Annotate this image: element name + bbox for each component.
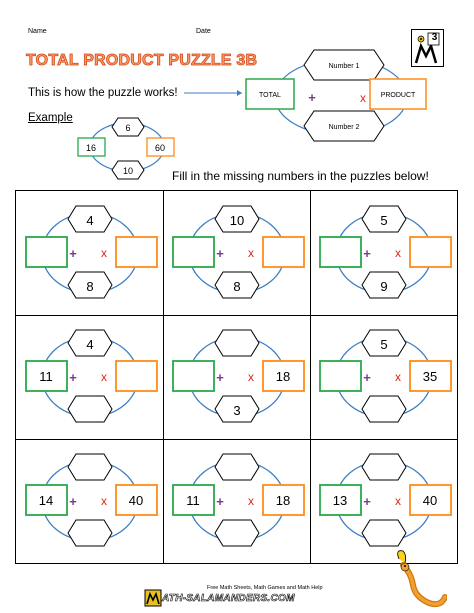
puzzle-total-box [320, 237, 361, 267]
example-total-value: 16 [85, 143, 97, 153]
puzzle-hexagon-top [215, 330, 259, 356]
puzzle-product-value: 40 [128, 493, 144, 508]
name-label: Name [28, 28, 47, 35]
puzzle-cell [163, 439, 310, 563]
how-it-works-text: This is how the puzzle works! [28, 87, 178, 99]
grade-number: 3 [431, 32, 438, 43]
puzzle-hexagon-bottom [362, 520, 406, 546]
puzzle-times-sign: x [101, 494, 107, 508]
puzzle-hexagon-bottom [362, 396, 406, 422]
puzzle-times-sign: x [248, 494, 254, 508]
date-label: Date [196, 28, 211, 35]
puzzle-hexagon-top [215, 454, 259, 480]
legend-number2-label: Number 2 [328, 124, 360, 131]
puzzle-plus-sign: + [216, 246, 224, 261]
puzzle-hexagon-bottom [68, 396, 112, 422]
footer-site-name: ATH-SALAMANDERS.COM [162, 593, 295, 604]
example-diagram [76, 112, 176, 182]
puzzle-cell [310, 191, 457, 315]
example-bottom-value: 10 [122, 166, 134, 176]
puzzle-times-sign: x [101, 370, 107, 384]
puzzle-times-sign: x [395, 246, 401, 260]
puzzle-product-box [116, 237, 157, 267]
legend-diagram [180, 40, 450, 158]
legend-number1-label: Number 1 [328, 63, 360, 70]
puzzle-total-box [173, 237, 214, 267]
instructions-text: Fill in the missing numbers in the puzzles below! [172, 169, 429, 183]
puzzle-top-value: 4 [86, 213, 94, 228]
puzzle-times-sign: x [395, 494, 401, 508]
puzzle-plus-sign: + [363, 494, 371, 509]
legend-times-sign: x [360, 91, 366, 105]
puzzle-bottom-value: 8 [233, 279, 241, 294]
puzzle-product-box [263, 237, 304, 267]
puzzle-hexagon-bottom [68, 520, 112, 546]
puzzle-hexagon-top [68, 454, 112, 480]
puzzle-bottom-value: 8 [86, 279, 94, 294]
page-title: TOTAL PRODUCT PUZZLE 3B [26, 52, 258, 69]
example-label: Example [28, 112, 73, 124]
puzzle-cell [310, 315, 457, 439]
puzzle-top-value: 5 [380, 337, 388, 352]
puzzle-cell [16, 439, 163, 563]
puzzle-product-value: 18 [275, 493, 291, 508]
puzzle-plus-sign: + [69, 370, 77, 385]
puzzle-product-value: 35 [422, 369, 438, 384]
puzzle-plus-sign: + [363, 246, 371, 261]
puzzle-plus-sign: + [216, 494, 224, 509]
puzzle-top-value: 5 [380, 213, 388, 228]
puzzle-total-box [320, 361, 361, 391]
puzzle-hexagon-top [362, 454, 406, 480]
legend-plus-sign: + [308, 90, 316, 105]
example-product-value: 60 [154, 143, 166, 153]
legend-total-label: TOTAL [259, 92, 281, 99]
puzzle-hexagon-bottom [215, 520, 259, 546]
puzzle-product-box [116, 361, 157, 391]
puzzle-total-value: 11 [186, 493, 200, 508]
puzzle-times-sign: x [101, 246, 107, 260]
puzzle-times-sign: x [248, 246, 254, 260]
puzzle-plus-sign: + [69, 246, 77, 261]
puzzle-total-value: 14 [38, 493, 54, 508]
puzzle-bottom-value: 3 [233, 403, 241, 418]
footer-tagline: Free Math Sheets, Math Games and Math Help [207, 585, 323, 591]
example-top-value: 6 [125, 123, 131, 133]
puzzle-product-value: 40 [422, 493, 438, 508]
puzzle-cell [163, 315, 310, 439]
puzzle-cell [16, 191, 163, 315]
puzzle-plus-sign: + [69, 494, 77, 509]
puzzle-top-value: 10 [229, 213, 245, 228]
puzzle-plus-sign: + [216, 370, 224, 385]
puzzle-plus-sign: + [363, 370, 371, 385]
puzzle-grid [15, 190, 458, 564]
legend-product-label: PRODUCT [380, 92, 416, 99]
puzzle-bottom-value: 9 [380, 279, 388, 294]
puzzle-total-box [173, 361, 214, 391]
puzzle-cell [16, 315, 163, 439]
salamander-mascot-icon [385, 545, 447, 611]
puzzle-times-sign: x [395, 370, 401, 384]
puzzle-product-value: 18 [275, 369, 291, 384]
puzzle-total-box [26, 237, 67, 267]
puzzle-total-value: 13 [332, 493, 348, 508]
puzzle-product-box [410, 237, 451, 267]
puzzle-total-value: 11 [39, 369, 53, 384]
puzzle-cell [163, 191, 310, 315]
puzzle-times-sign: x [248, 370, 254, 384]
puzzle-top-value: 4 [86, 337, 94, 352]
